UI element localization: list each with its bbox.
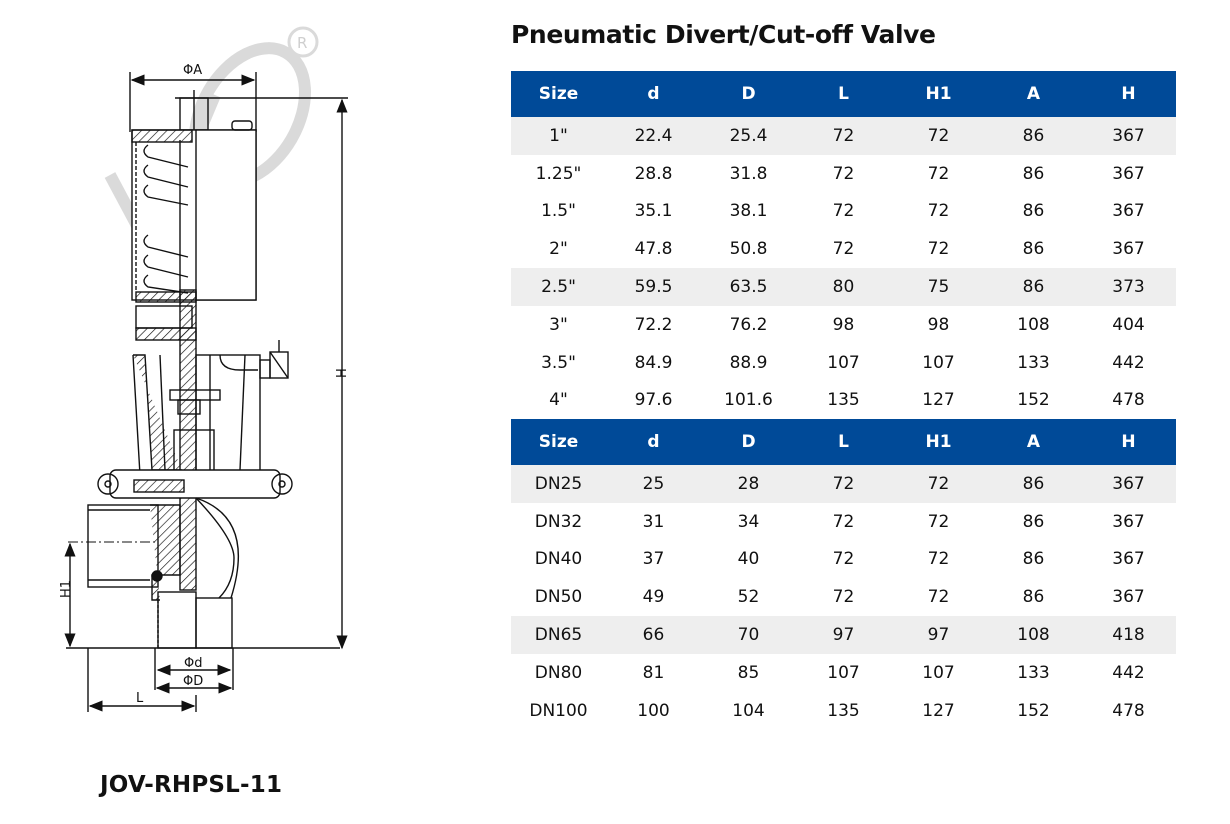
value-cell: 72: [927, 587, 950, 608]
value-cell: 31: [642, 511, 665, 532]
table-row: [511, 117, 1176, 155]
column-header: H: [1081, 71, 1176, 117]
value-cell: 70: [701, 616, 796, 654]
value-cell: 107: [922, 662, 955, 683]
size-cell: 1.5": [541, 201, 576, 222]
value-cell: 72: [927, 549, 950, 570]
value-cell: 107: [922, 352, 955, 373]
value-cell: 66: [606, 616, 701, 654]
value-cell: 367: [1112, 163, 1145, 184]
value-cell: 72: [832, 239, 855, 260]
value-cell: 135: [827, 390, 860, 411]
column-header: d: [606, 419, 701, 465]
size-cell: 1.25": [535, 163, 582, 184]
size-cell: DN100: [529, 700, 588, 721]
value-cell: 100: [637, 700, 670, 721]
value-cell: 135: [827, 700, 860, 721]
dim-label-H: H: [335, 368, 350, 378]
value-cell: 367: [1081, 465, 1176, 503]
dim-label-L: L: [136, 691, 144, 706]
value-cell: 22.4: [606, 117, 701, 155]
value-cell: 72: [927, 201, 950, 222]
value-cell: 108: [986, 616, 1081, 654]
value-cell: 38.1: [729, 201, 768, 222]
value-cell: 37: [642, 549, 665, 570]
table-row: [511, 465, 1176, 503]
value-cell: 72: [832, 201, 855, 222]
dim-label-phiD: ΦD: [183, 674, 204, 689]
value-cell: 442: [1112, 352, 1145, 373]
column-header: A: [986, 419, 1081, 465]
column-header: d: [606, 71, 701, 117]
value-cell: 367: [1112, 549, 1145, 570]
size-cell: DN65: [511, 616, 606, 654]
value-cell: 86: [1022, 587, 1045, 608]
value-cell: 72: [796, 117, 891, 155]
value-cell: 418: [1081, 616, 1176, 654]
value-cell: 28: [701, 465, 796, 503]
table-row: [511, 306, 1176, 344]
table-row: [511, 193, 1176, 231]
value-cell: 72: [832, 587, 855, 608]
dim-label-phid: Φd: [184, 656, 203, 671]
size-cell: 1": [511, 117, 606, 155]
registered-mark-icon: R: [297, 34, 308, 52]
value-cell: 25: [606, 465, 701, 503]
table-row: [511, 382, 1176, 420]
column-header: Size: [511, 71, 606, 117]
column-header: L: [796, 419, 891, 465]
value-cell: 478: [1112, 700, 1145, 721]
table-row: [511, 230, 1176, 268]
value-cell: 72: [927, 511, 950, 532]
page-title: Pneumatic Divert/Cut-off Valve: [511, 20, 936, 49]
model-code: JOV-RHPSL-11: [100, 772, 283, 798]
table-row: [511, 654, 1176, 692]
value-cell: 72.2: [634, 314, 673, 335]
value-cell: 127: [922, 390, 955, 411]
value-cell: 40: [737, 549, 760, 570]
size-cell: 3.5": [541, 352, 576, 373]
value-cell: 367: [1112, 587, 1145, 608]
size-cell: DN32: [534, 511, 583, 532]
size-cell: DN25: [511, 465, 606, 503]
value-cell: 127: [922, 700, 955, 721]
value-cell: 108: [1017, 314, 1050, 335]
valve-technical-drawing: [0, 0, 500, 760]
value-cell: 86: [1022, 201, 1045, 222]
value-cell: 76.2: [729, 314, 768, 335]
table-row: [511, 268, 1176, 306]
value-cell: 133: [1017, 662, 1050, 683]
value-cell: 50.8: [729, 239, 768, 260]
value-cell: 97: [891, 616, 986, 654]
value-cell: 133: [1017, 352, 1050, 373]
table-row: [511, 692, 1176, 730]
value-cell: 52: [737, 587, 760, 608]
value-cell: 367: [1112, 239, 1145, 260]
value-cell: 152: [1017, 390, 1050, 411]
value-cell: 72: [832, 511, 855, 532]
value-cell: 104: [732, 700, 765, 721]
table-row: [511, 616, 1176, 654]
value-cell: 107: [827, 352, 860, 373]
dn-size-spec-table: [511, 419, 1176, 730]
value-cell: 25.4: [701, 117, 796, 155]
column-header: Size: [511, 419, 606, 465]
value-cell: 72: [927, 239, 950, 260]
size-cell: DN50: [534, 587, 583, 608]
value-cell: 75: [891, 268, 986, 306]
size-cell: DN40: [534, 549, 583, 570]
value-cell: 35.1: [634, 201, 673, 222]
value-cell: 81: [642, 662, 665, 683]
column-header: H1: [891, 71, 986, 117]
value-cell: 86: [986, 465, 1081, 503]
value-cell: 97: [796, 616, 891, 654]
dim-label-H1: H1: [59, 579, 74, 598]
dim-label-phiA: ΦA: [183, 63, 203, 78]
table-body: [511, 465, 1176, 730]
value-cell: 86: [1022, 549, 1045, 570]
value-cell: 72: [832, 549, 855, 570]
value-cell: 84.9: [634, 352, 673, 373]
value-cell: 86: [986, 117, 1081, 155]
table-row: [511, 344, 1176, 382]
value-cell: 86: [1022, 239, 1045, 260]
column-header: L: [796, 71, 891, 117]
table-header-row: [511, 71, 1176, 117]
column-header: H: [1081, 419, 1176, 465]
value-cell: 86: [986, 268, 1081, 306]
value-cell: 367: [1112, 201, 1145, 222]
size-cell: 2.5": [511, 268, 606, 306]
value-cell: 85: [737, 662, 760, 683]
value-cell: 86: [1022, 511, 1045, 532]
value-cell: 367: [1112, 511, 1145, 532]
column-header: D: [701, 71, 796, 117]
value-cell: 72: [891, 117, 986, 155]
table-row: [511, 155, 1176, 193]
value-cell: 80: [796, 268, 891, 306]
value-cell: 367: [1081, 117, 1176, 155]
column-header: D: [701, 419, 796, 465]
value-cell: 107: [827, 662, 860, 683]
value-cell: 373: [1081, 268, 1176, 306]
table-row: [511, 541, 1176, 579]
value-cell: 34: [737, 511, 760, 532]
value-cell: 86: [1022, 163, 1045, 184]
value-cell: 72: [832, 163, 855, 184]
value-cell: 72: [891, 465, 986, 503]
value-cell: 98: [832, 314, 855, 335]
value-cell: 442: [1112, 662, 1145, 683]
table-header-row: [511, 419, 1176, 465]
inch-size-spec-table: [511, 71, 1176, 419]
value-cell: 49: [642, 587, 665, 608]
value-cell: 72: [927, 163, 950, 184]
value-cell: 478: [1112, 390, 1145, 411]
value-cell: 101.6: [724, 390, 773, 411]
size-cell: 3": [549, 314, 568, 335]
value-cell: 31.8: [729, 163, 768, 184]
column-header: A: [986, 71, 1081, 117]
value-cell: 97.6: [634, 390, 673, 411]
size-cell: 4": [549, 390, 568, 411]
table-row: [511, 578, 1176, 616]
value-cell: 63.5: [701, 268, 796, 306]
value-cell: 152: [1017, 700, 1050, 721]
table-body: [511, 117, 1176, 419]
value-cell: 404: [1112, 314, 1145, 335]
value-cell: 88.9: [729, 352, 768, 373]
size-cell: 2": [549, 239, 568, 260]
value-cell: 47.8: [634, 239, 673, 260]
value-cell: 98: [927, 314, 950, 335]
value-cell: 28.8: [634, 163, 673, 184]
value-cell: 59.5: [606, 268, 701, 306]
column-header: H1: [891, 419, 986, 465]
value-cell: 72: [796, 465, 891, 503]
table-row: [511, 503, 1176, 541]
size-cell: DN80: [534, 662, 583, 683]
